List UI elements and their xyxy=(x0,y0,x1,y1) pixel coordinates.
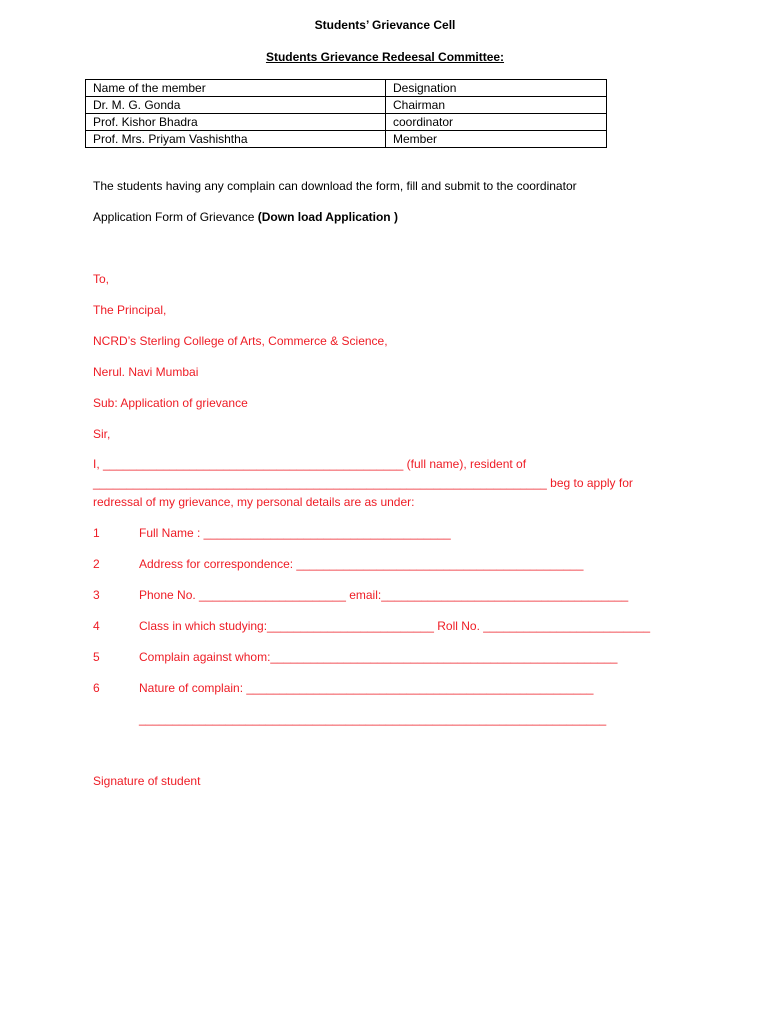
field-number: 6 xyxy=(93,681,100,695)
column-header-name: Name of the member xyxy=(86,80,386,97)
column-header-designation: Designation xyxy=(386,80,607,97)
letter-location: Nerul. Navi Mumbai xyxy=(93,365,199,379)
table-row xyxy=(86,131,607,148)
full-name-field: Full Name : _____________________________________ xyxy=(139,526,451,540)
committee-table xyxy=(85,79,607,148)
field-number: 3 xyxy=(93,588,100,602)
address-field: Address for correspondence: ___________________________________________ xyxy=(139,557,584,571)
field-number: 1 xyxy=(93,526,100,540)
application-form-line xyxy=(93,210,398,224)
letter-to: To, xyxy=(93,272,110,286)
instruction-text: The students having any complain can download the form, fill and submit to the coordinator xyxy=(93,179,577,193)
continuation-line: ______________________________________________________________________ xyxy=(139,712,607,726)
letter-line-name: I, _____________________________________________ (full name), resident of xyxy=(93,457,527,471)
letter-line-residence: ____________________________________________________________________ beg to apply for xyxy=(93,476,633,490)
signature-label: Signature of student xyxy=(93,774,201,788)
member-name: Prof. Mrs. Priyam Vashishtha xyxy=(86,131,386,148)
download-application-link[interactable]: (Down load Application ) xyxy=(257,210,398,224)
complain-against-field: Complain against whom:____________________________________________________ xyxy=(139,650,618,664)
table-header-row xyxy=(86,80,607,97)
letter-recipient: The Principal, xyxy=(93,303,167,317)
member-designation: Member xyxy=(386,131,607,148)
nature-of-complain-field: Nature of complain: ____________________________________________________ xyxy=(139,681,594,695)
letter-college: NCRD’s Sterling College of Arts, Commerce & Science, xyxy=(93,334,388,348)
phone-email-field: Phone No. ______________________ email:_____________________________________ xyxy=(139,588,629,602)
application-label: Application Form of Grievance xyxy=(93,210,258,224)
letter-line-redressal: redressal of my grievance, my personal details are as under: xyxy=(93,495,415,509)
letter-salutation: Sir, xyxy=(93,427,111,441)
table-row xyxy=(86,114,607,131)
member-designation: Chairman xyxy=(386,97,607,114)
member-name: Dr. M. G. Gonda xyxy=(86,97,386,114)
letter-subject: Sub: Application of grievance xyxy=(93,396,248,410)
committee-heading: Students Grievance Redeesal Committee: xyxy=(265,50,505,64)
field-number: 4 xyxy=(93,619,100,633)
field-number: 2 xyxy=(93,557,100,571)
member-name: Prof. Kishor Bhadra xyxy=(86,114,386,131)
field-number: 5 xyxy=(93,650,100,664)
class-roll-field: Class in which studying:_________________________ Roll No. _________________________ xyxy=(139,619,651,633)
table-row xyxy=(86,97,607,114)
member-designation: coordinator xyxy=(386,114,607,131)
page-title: Students’ Grievance Cell xyxy=(314,18,456,32)
